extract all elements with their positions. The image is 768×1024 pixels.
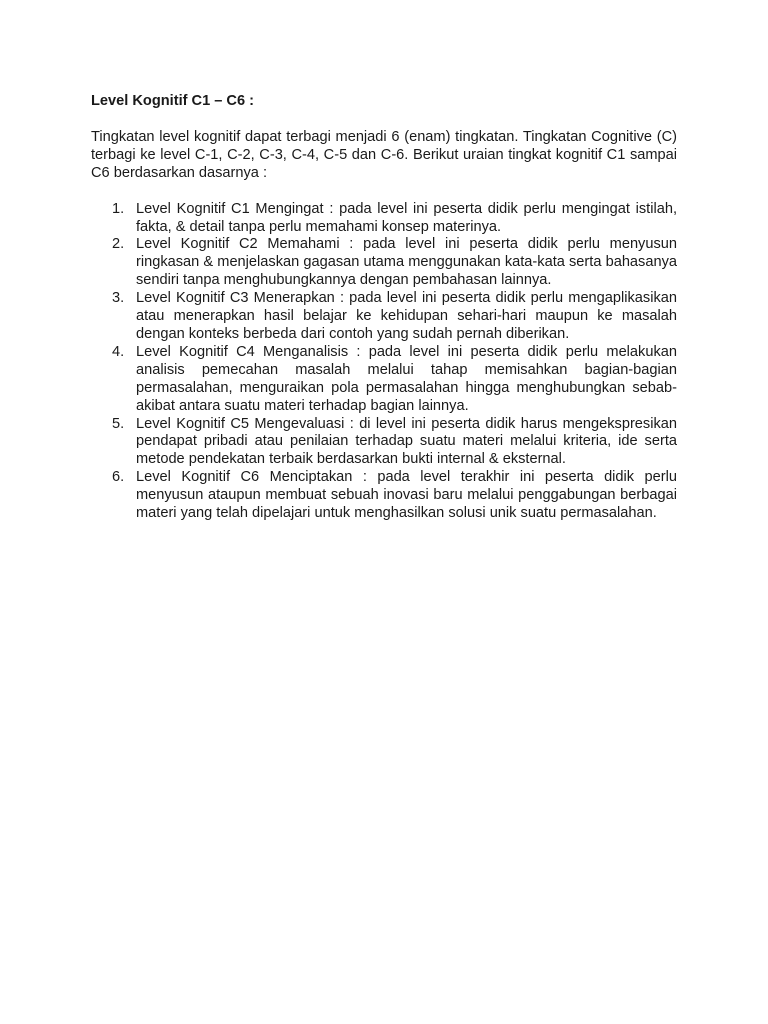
list-item-text: Level Kognitif C4 Menganalisis : pada level ini peserta didik perlu melakukan analisis pemecahan masalah melalui tahap memisahkan bagian-bagian permasalahan, menguraikan pola permasalahan hingga menghubungkan sebab-akibat antara suatu materi terhadap bagian lainnya. — [136, 343, 677, 414]
list-item-number: 1. — [112, 200, 125, 217]
list-item-text: Level Kognitif C5 Mengevaluasi : di level ini peserta didik harus mengekspresikan pendapat pribadi atau penilaian terhadap suatu materi melalui kriteria, ide serta metode pendekatan terbaik berdasarkan bukti internal & eksternal. — [136, 415, 677, 468]
list-item — [91, 469, 677, 523]
list-item-text: Level Kognitif C6 Menciptakan : pada level terakhir ini peserta didik perlu menyusun ataupun membuat sebuah inovasi baru melalui penggabungan berbagai materi yang telah dipelajari untuk menghasilkan solusi unik suatu permasalahan. — [136, 469, 677, 522]
document-page — [91, 93, 677, 523]
list-item-number: 2. — [112, 236, 125, 253]
list-item — [91, 290, 677, 344]
list-item-number: 6. — [112, 469, 125, 486]
list-item-number: 3. — [112, 290, 125, 307]
list-item-number: 5. — [112, 415, 125, 432]
list-item-text: Level Kognitif C1 Mengingat : pada level ini peserta didik perlu mengingat istilah, fakta, & detail tanpa perlu memahami konsep materinya. — [136, 200, 677, 235]
list-item — [91, 416, 677, 470]
document-title: Level Kognitif C1 – C6 : — [91, 93, 254, 109]
list-item — [91, 236, 677, 290]
list-item-number: 4. — [112, 343, 125, 360]
list-item — [91, 344, 677, 416]
cognitive-level-list — [91, 201, 677, 523]
list-item-text: Level Kognitif C3 Menerapkan : pada level ini peserta didik perlu mengaplikasikan atau menerapkan hasil belajar ke kehidupan sehari-hari maupun ke masalah dengan konteks berbeda dari contoh yang sudah pernah diberikan. — [136, 290, 677, 342]
list-item-text: Level Kognitif C2 Memahami : pada level ini peserta didik perlu menyusun ringkasan & menjelaskan gagasan utama menggunakan kata-kata serta bahasanya sendiri tanpa menghubungkannya dengan pembahasan lainnya. — [136, 236, 677, 289]
intro-paragraph: Tingkatan level kognitif dapat terbagi menjadi 6 (enam) tingkatan. Tingkatan Cognitive (C) terbagi ke level C-1, C-2, C-3, C-4, C-5 dan C-6. Berikut uraian tingkat kognitif C1 sampai C6 berdasarkan dasarnya : — [91, 128, 677, 181]
list-item — [91, 201, 677, 237]
